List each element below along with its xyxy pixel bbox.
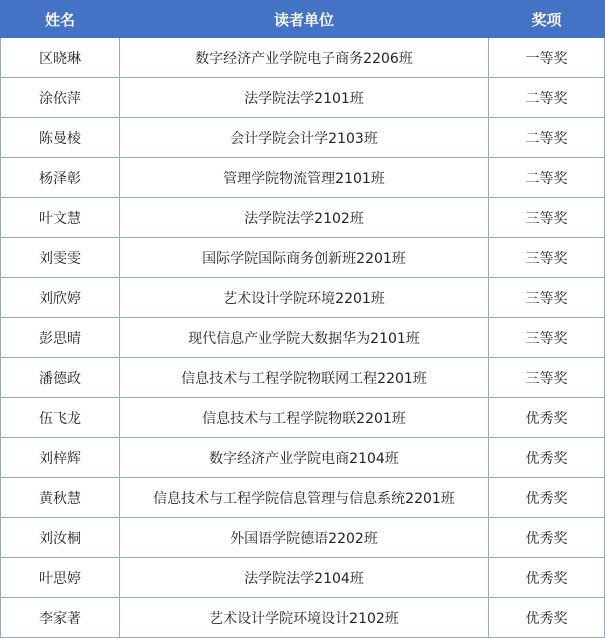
cell-unit: 信息技术与工程学院信息管理与信息系统2201班 [120,478,489,518]
cell-award: 三等奖 [489,318,605,358]
cell-award: 优秀奖 [489,438,605,478]
cell-unit: 会计学院会计学2103班 [120,118,489,158]
cell-name: 黄秋慧 [1,478,120,518]
cell-unit: 外国语学院德语2202班 [120,518,489,558]
table-row [1,38,605,78]
table-row [1,438,605,478]
table-row [1,238,605,278]
cell-name: 彭思晴 [1,318,120,358]
cell-name: 涂依萍 [1,78,120,118]
cell-unit: 现代信息产业学院大数据华为2101班 [120,318,489,358]
cell-award: 二等奖 [489,118,605,158]
cell-unit: 法学院法学2104班 [120,558,489,598]
cell-award: 优秀奖 [489,558,605,598]
cell-name: 刘汝桐 [1,518,120,558]
cell-name: 叶文慧 [1,198,120,238]
cell-unit: 艺术设计学院环境2201班 [120,278,489,318]
cell-award: 二等奖 [489,158,605,198]
table-row [1,398,605,438]
cell-unit: 数字经济产业学院电子商务2206班 [120,38,489,78]
table-row [1,518,605,558]
cell-award: 三等奖 [489,358,605,398]
cell-award: 三等奖 [489,198,605,238]
cell-unit: 数字经济产业学院电商2104班 [120,438,489,478]
cell-name: 刘欣婷 [1,278,120,318]
cell-name: 潘德政 [1,358,120,398]
cell-unit: 信息技术与工程学院物联2201班 [120,398,489,438]
cell-unit: 管理学院物流管理2101班 [120,158,489,198]
cell-award: 二等奖 [489,78,605,118]
table-row [1,598,605,638]
cell-unit: 法学院法学2101班 [120,78,489,118]
table-row [1,158,605,198]
cell-unit: 国际学院国际商务创新班2201班 [120,238,489,278]
cell-name: 区晓琳 [1,38,120,78]
table-row [1,358,605,398]
cell-unit: 法学院法学2102班 [120,198,489,238]
header-unit: 读者单位 [120,1,489,38]
cell-unit: 信息技术与工程学院物联网工程2201班 [120,358,489,398]
cell-name: 杨泽彰 [1,158,120,198]
table-body [1,38,605,638]
table-row [1,118,605,158]
cell-award: 优秀奖 [489,598,605,638]
header-name: 姓名 [1,1,120,38]
table-row [1,478,605,518]
header-award: 奖项 [489,1,605,38]
header-row [1,1,605,38]
cell-name: 刘梓辉 [1,438,120,478]
cell-award: 优秀奖 [489,398,605,438]
cell-name: 陈曼棱 [1,118,120,158]
table-row [1,78,605,118]
cell-name: 刘雯雯 [1,238,120,278]
cell-award: 优秀奖 [489,478,605,518]
table-row [1,278,605,318]
cell-name: 李家著 [1,598,120,638]
cell-award: 三等奖 [489,238,605,278]
table-row [1,558,605,598]
cell-name: 叶思婷 [1,558,120,598]
cell-award: 一等奖 [489,38,605,78]
cell-award: 优秀奖 [489,518,605,558]
table-row [1,318,605,358]
cell-name: 伍飞龙 [1,398,120,438]
table-header [1,1,605,38]
table-row [1,198,605,238]
cell-award: 三等奖 [489,278,605,318]
cell-unit: 艺术设计学院环境设计2102班 [120,598,489,638]
